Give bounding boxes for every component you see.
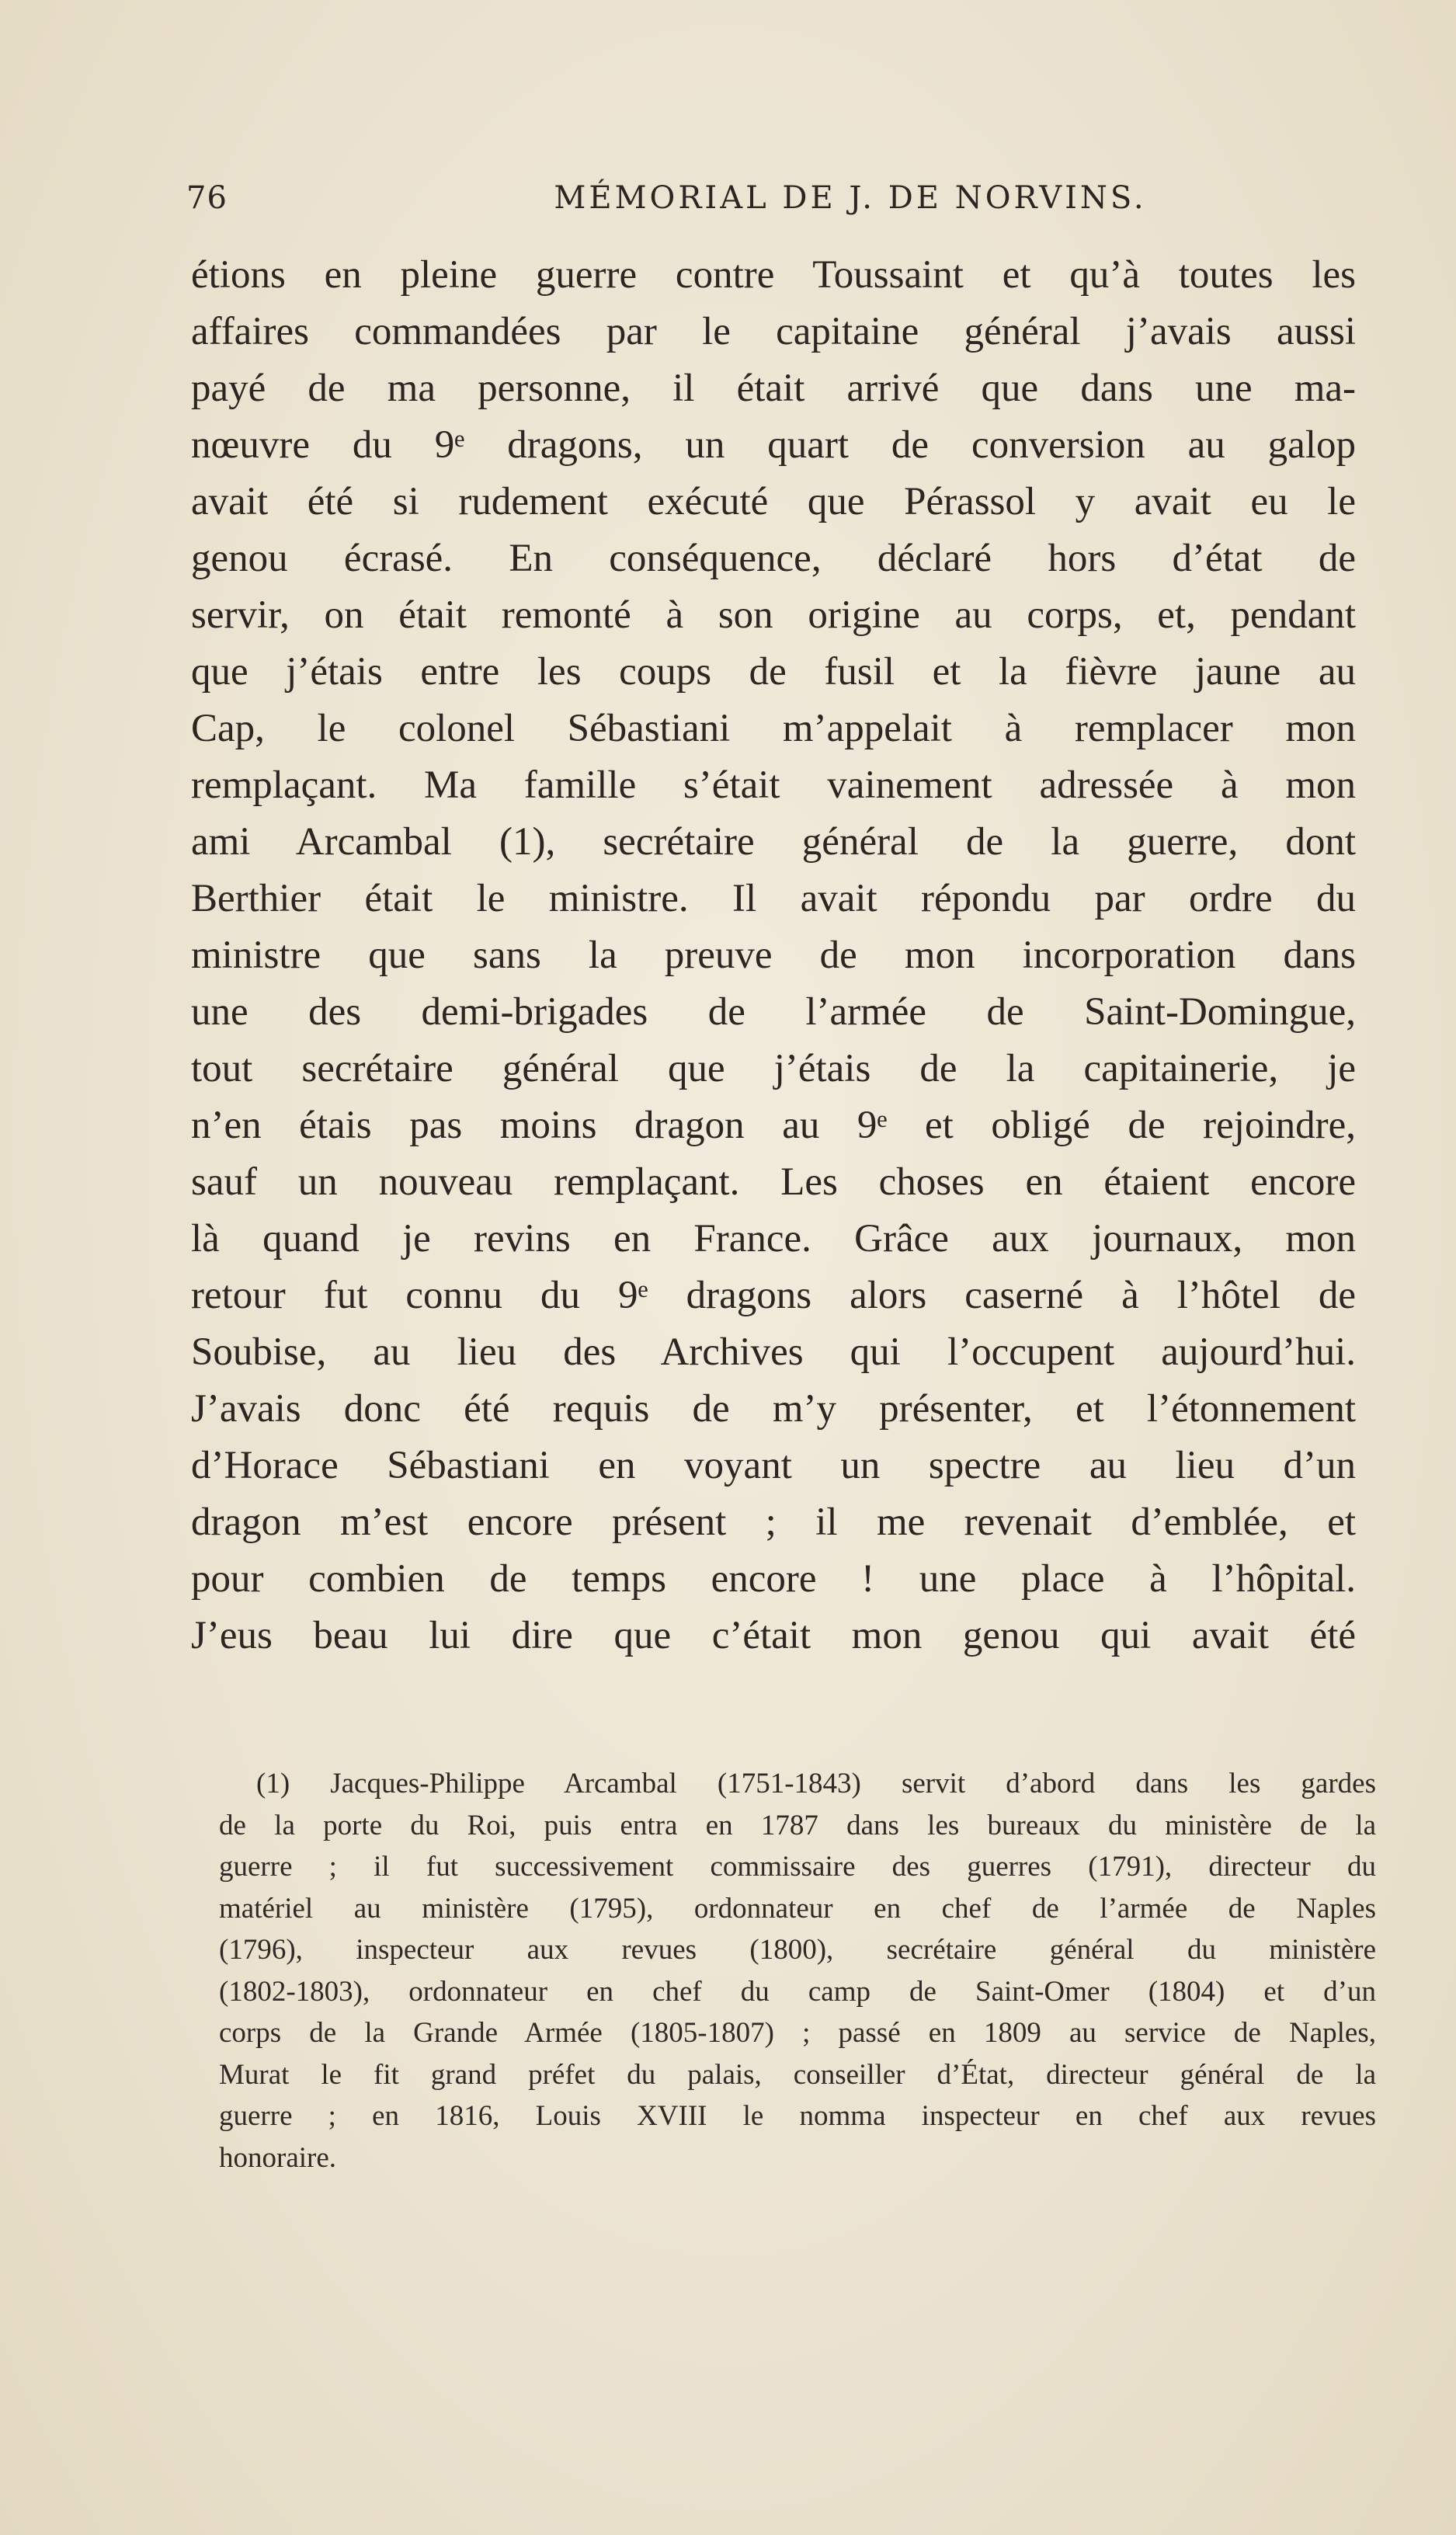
footnote-line: corps de la Grande Armée (1805-1807) ; passé en 1809 au service de Naples,	[219, 2017, 1376, 2049]
body-line: nœuvre du 9ᵉ dragons, un quart de conversion au galop	[191, 423, 1356, 467]
body-line: ministre que sans la preuve de mon incorporation dans	[191, 934, 1356, 977]
body-line: d’Horace Sébastiani en voyant un spectre au lieu d’un	[191, 1444, 1356, 1487]
body-line: affaires commandées par le capitaine général j’avais aussi	[191, 310, 1356, 353]
footnote-line: Murat le fit grand préfet du palais, conseiller d’État, directeur général de la	[219, 2058, 1376, 2091]
body-line: pour combien de temps encore ! une place à l’hôpital.	[191, 1557, 1356, 1601]
body-line: remplaçant. Ma famille s’était vainement adressée à mon	[191, 763, 1356, 807]
body-text	[191, 247, 1356, 1664]
body-line: servir, on était remonté à son origine au corps, et, pendant	[191, 593, 1356, 637]
footnote-line: guerre ; en 1816, Louis XVIII le nomma inspecteur en chef aux revues	[219, 2100, 1376, 2132]
body-line: ami Arcambal (1), secrétaire général de la guerre, dont	[191, 820, 1356, 864]
page-number: 76	[186, 180, 228, 216]
body-line: une des demi-brigades de l’armée de Saint-Domingue,	[191, 990, 1356, 1034]
body-line: genou écrasé. En conséquence, déclaré hors d’état de	[191, 537, 1356, 580]
running-head	[186, 180, 1382, 227]
body-line: Cap, le colonel Sébastiani m’appelait à remplacer mon	[191, 707, 1356, 750]
footnote-line: honoraire.	[219, 2141, 337, 2174]
body-line: n’en étais pas moins dragon au 9ᵉ et obligé de rejoindre,	[191, 1104, 1356, 1147]
body-line: avait été si rudement exécuté que Pérassol y avait eu le	[191, 480, 1356, 523]
body-line: J’avais donc été requis de m’y présenter, et l’étonnement	[191, 1387, 1356, 1431]
body-line: Soubise, au lieu des Archives qui l’occupent aujourd’hui.	[191, 1330, 1356, 1374]
page-header-title: MÉMORIAL DE J. DE NORVINS.	[554, 180, 1147, 216]
body-line: étions en pleine guerre contre Toussaint et qu’à toutes les	[191, 253, 1356, 297]
body-line: payé de ma personne, il était arrivé que dans une ma-	[191, 367, 1356, 410]
body-line: J’eus beau lui dire que c’était mon genou qui avait été	[191, 1614, 1356, 1657]
footnote-line: de la porte du Roi, puis entra en 1787 dans les bureaux du ministère de la	[219, 1809, 1376, 1841]
footnote-line: (1802-1803), ordonnateur en chef du camp de Saint-Omer (1804) et d’un	[219, 1975, 1376, 2008]
body-line: que j’étais entre les coups de fusil et la fièvre jaune au	[191, 650, 1356, 694]
body-line: retour fut connu du 9ᵉ dragons alors caserné à l’hôtel de	[191, 1274, 1356, 1317]
footnote	[219, 1763, 1376, 2179]
footnote-line: guerre ; il fut successivement commissaire des guerres (1791), directeur du	[219, 1851, 1376, 1883]
body-line: là quand je revins en France. Grâce aux journaux, mon	[191, 1217, 1356, 1261]
body-line: sauf un nouveau remplaçant. Les choses en étaient encore	[191, 1160, 1356, 1204]
footnote-line: matériel au ministère (1795), ordonnateur en chef de l’armée de Naples	[219, 1892, 1376, 1925]
body-line: tout secrétaire général que j’étais de la capitainerie, je	[191, 1047, 1356, 1090]
footnote-line: (1) Jacques-Philippe Arcambal (1751-1843) servit d’abord dans les gardes	[256, 1768, 1376, 1800]
footnote-line: (1796), inspecteur aux revues (1800), secrétaire général du ministère	[219, 1934, 1376, 1966]
body-line: Berthier était le ministre. Il avait répondu par ordre du	[191, 877, 1356, 920]
body-line: dragon m’est encore présent ; il me revenait d’emblée, et	[191, 1500, 1356, 1544]
